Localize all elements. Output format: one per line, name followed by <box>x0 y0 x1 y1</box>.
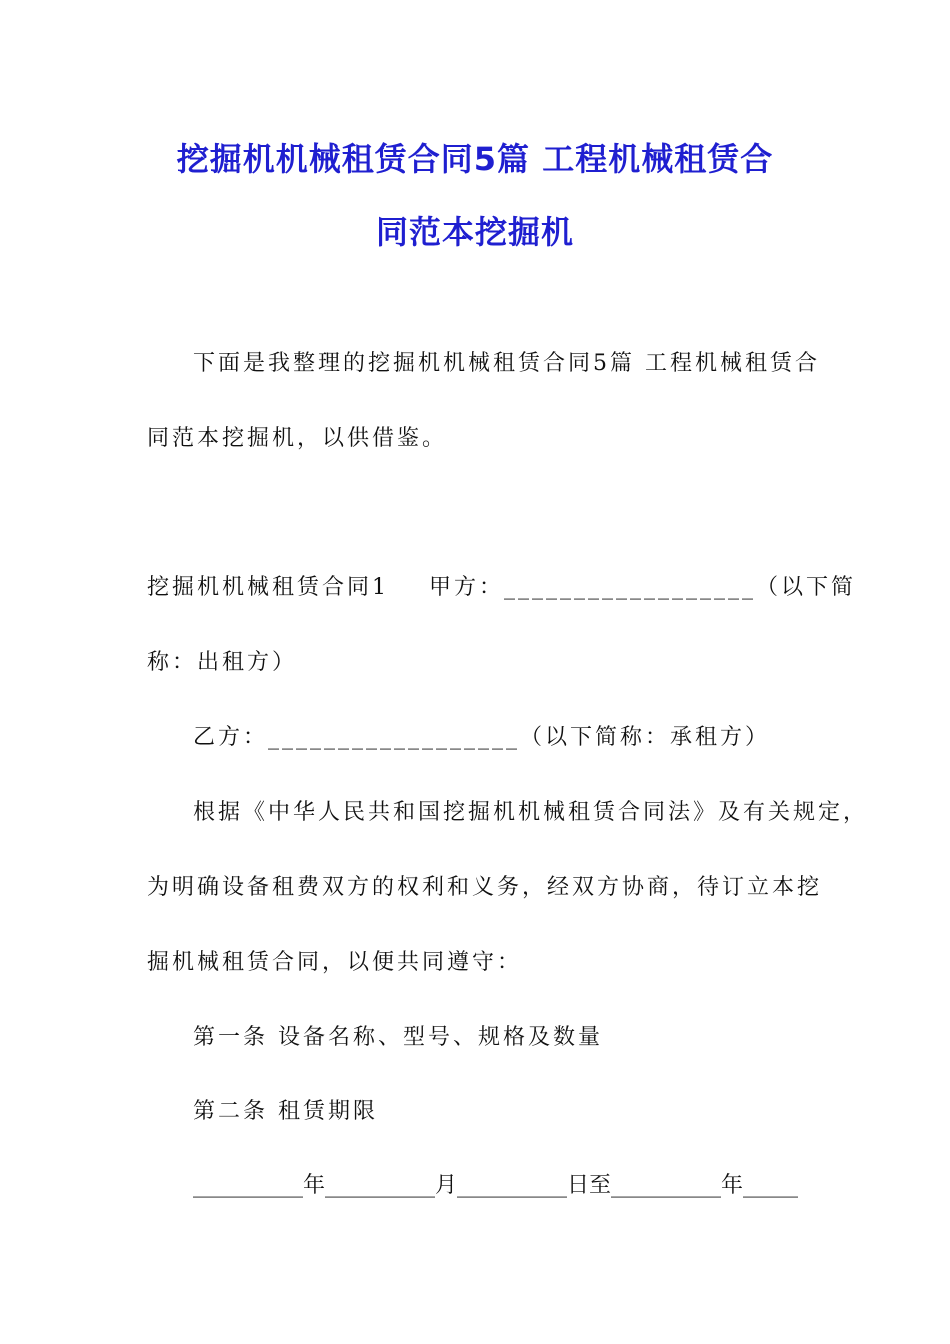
contract-heading-party-a-line-2: 称：出租方） <box>147 650 298 675</box>
article-one-heading: 第一条 设备名称、型号、规格及数量 <box>193 1025 603 1050</box>
intro-paragraph-line-1: 下面是我整理的挖掘机机械租赁合同5篇 工程机械租赁合 <box>193 351 820 376</box>
lease-period-date-line: __________年__________月__________日至__________年_____ <box>193 1173 799 1198</box>
document-title-line-2: 同范本挖掘机 <box>375 213 574 251</box>
document-title-line-1: 挖掘机机械租赁合同5篇 工程机械租赁合 <box>176 140 774 178</box>
party-b-line: 乙方：__________________（以下简称：承租方） <box>193 725 771 750</box>
legal-basis-line-2: 为明确设备租费双方的权利和义务，经双方协商，待订立本挖 <box>147 875 823 900</box>
article-two-heading: 第二条 租赁期限 <box>193 1099 378 1124</box>
contract-heading-party-a-line-1: 挖掘机机械租赁合同1 甲方：__________________（以下简 <box>147 575 856 600</box>
legal-basis-line-3: 掘机械租赁合同，以便共同遵守： <box>147 950 523 975</box>
intro-paragraph-line-2: 同范本挖掘机，以供借鉴。 <box>147 426 448 451</box>
legal-basis-line-1: 根据《中华人民共和国挖掘机机械租赁合同法》及有关规定， <box>193 800 869 825</box>
